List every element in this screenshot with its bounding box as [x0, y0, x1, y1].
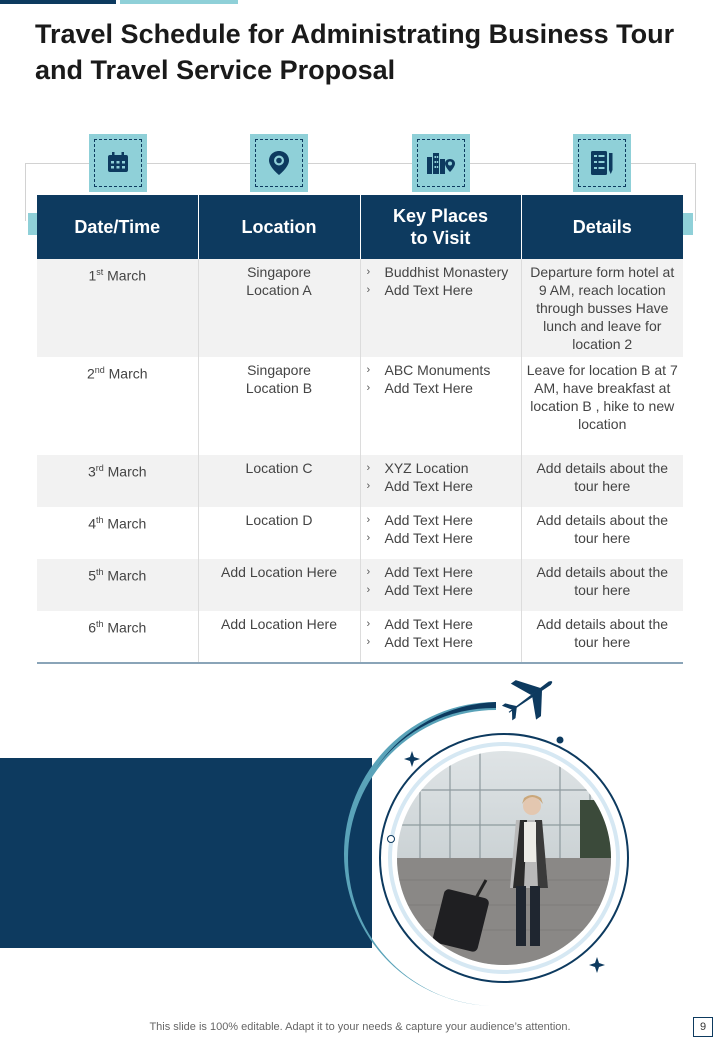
notes-icon-box	[573, 134, 631, 192]
travel-schedule-table	[37, 195, 683, 664]
date-day: 4	[88, 515, 96, 532]
date-suffix: th	[95, 619, 104, 629]
table-body	[37, 259, 683, 663]
details-cell: Add details about the tour here	[521, 559, 683, 611]
place-text: Add Text Here	[384, 582, 473, 598]
table-header-row	[37, 195, 683, 259]
place-text: Add Text Here	[384, 530, 473, 546]
place-text: Add Text Here	[384, 616, 473, 632]
place-item	[367, 361, 517, 379]
date-month: March	[108, 365, 148, 382]
chevron-right-icon: ›	[366, 618, 371, 630]
date-cell	[37, 455, 198, 507]
chevron-right-icon: ›	[366, 266, 371, 278]
footer-note: This slide is 100% editable. Adapt it to your needs & capture your audience’s attention.	[149, 1021, 571, 1033]
places-cell	[360, 611, 521, 663]
sparkle-star	[589, 957, 605, 973]
date-suffix: rd	[95, 463, 104, 473]
chevron-right-icon: ›	[366, 284, 371, 296]
place-text: ABC Monuments	[384, 362, 491, 378]
chevron-right-icon: ›	[366, 514, 371, 526]
place-item	[367, 477, 517, 495]
date-suffix: nd	[94, 365, 105, 375]
places-cell	[360, 455, 521, 507]
date-day: 1	[88, 267, 97, 284]
place-text: Add Text Here	[384, 634, 473, 650]
location-icon-box	[250, 134, 308, 192]
page-number: 9	[693, 1017, 713, 1037]
chevron-right-icon: ›	[366, 462, 371, 474]
place-item	[367, 511, 517, 529]
place-text: Add Text Here	[384, 512, 473, 528]
header-key-places: Key Places to Visit	[360, 195, 521, 259]
place-item	[367, 263, 517, 281]
place-item	[367, 281, 517, 299]
date-month: March	[107, 515, 147, 532]
page-title: Travel Schedule for Administrating Business Tour and Travel Service Proposal	[35, 19, 675, 85]
place-text: Buddhist Monastery	[384, 264, 509, 280]
date-cell	[37, 559, 198, 611]
location-cell: Location D	[198, 507, 360, 559]
places-cell	[360, 507, 521, 559]
chevron-right-icon: ›	[366, 532, 371, 544]
chevron-right-icon: ›	[366, 364, 371, 376]
location-cell: Singapore Location B	[198, 357, 360, 455]
details-cell: Add details about the tour here	[521, 507, 683, 559]
chevron-right-icon: ›	[366, 382, 371, 394]
city-icon-box	[412, 134, 470, 192]
date-suffix: st	[96, 267, 104, 277]
place-item	[367, 615, 517, 633]
place-item	[367, 529, 517, 547]
place-text: Add Text Here	[384, 478, 473, 494]
chevron-right-icon: ›	[366, 584, 371, 596]
calendar-icon-box	[89, 134, 147, 192]
location-cell: Singapore Location A	[198, 259, 360, 357]
date-month: March	[107, 619, 147, 636]
navy-decor-band	[0, 758, 372, 948]
calendar-icon	[106, 151, 130, 175]
right-side-tab	[683, 213, 693, 235]
date-cell	[37, 507, 198, 559]
location-cell: Add Location Here	[198, 559, 360, 611]
place-text: Add Text Here	[384, 282, 473, 298]
date-month: March	[107, 267, 147, 284]
place-item	[367, 563, 517, 581]
place-text: Add Text Here	[384, 564, 473, 580]
traveler-photo	[396, 750, 612, 966]
header-location: Location	[198, 195, 360, 259]
chevron-right-icon: ›	[366, 480, 371, 492]
airplane-icon	[494, 665, 564, 731]
table-row	[37, 559, 683, 611]
details-cell: Departure form hotel at 9 AM, reach location through busses Have lunch and leave for location 2	[521, 259, 683, 357]
table-row	[37, 357, 683, 455]
place-item	[367, 459, 517, 477]
place-item	[367, 379, 517, 397]
top-accent-bar-dark	[0, 0, 116, 4]
place-text: Add Text Here	[384, 380, 473, 396]
table-row	[37, 507, 683, 559]
table-row	[37, 611, 683, 663]
date-month: March	[107, 463, 147, 480]
table-row	[37, 455, 683, 507]
location-pin-icon	[268, 150, 290, 176]
location-cell: Location C	[198, 455, 360, 507]
date-day: 3	[87, 463, 96, 480]
date-suffix: th	[95, 515, 104, 525]
date-cell	[37, 357, 198, 455]
top-accent-bar-light	[120, 0, 238, 4]
date-cell	[37, 259, 198, 357]
place-item	[367, 633, 517, 651]
table-row	[37, 259, 683, 357]
places-cell	[360, 357, 521, 455]
date-cell	[37, 611, 198, 663]
places-cell	[360, 259, 521, 357]
decor-ring-dot	[388, 836, 395, 843]
sparkle-star	[404, 751, 420, 767]
date-day: 2	[86, 365, 95, 382]
date-day: 6	[88, 619, 96, 636]
travel-illustration	[330, 665, 650, 1010]
header-details: Details	[521, 195, 683, 259]
city-location-icon	[426, 151, 456, 175]
details-cell: Add details about the tour here	[521, 611, 683, 663]
notes-icon	[589, 150, 615, 176]
date-suffix: th	[95, 567, 104, 577]
place-text: XYZ Location	[384, 460, 469, 476]
date-month: March	[107, 567, 147, 584]
header-date-time: Date/Time	[37, 195, 198, 259]
place-item	[367, 581, 517, 599]
places-cell	[360, 559, 521, 611]
details-cell: Leave for location B at 7 AM, have breakfast at location B , hike to new location	[521, 357, 683, 455]
decor-dot	[557, 737, 564, 744]
date-day: 5	[88, 567, 96, 584]
chevron-right-icon: ›	[366, 566, 371, 578]
chevron-right-icon: ›	[366, 636, 371, 648]
location-cell: Add Location Here	[198, 611, 360, 663]
details-cell: Add details about the tour here	[521, 455, 683, 507]
